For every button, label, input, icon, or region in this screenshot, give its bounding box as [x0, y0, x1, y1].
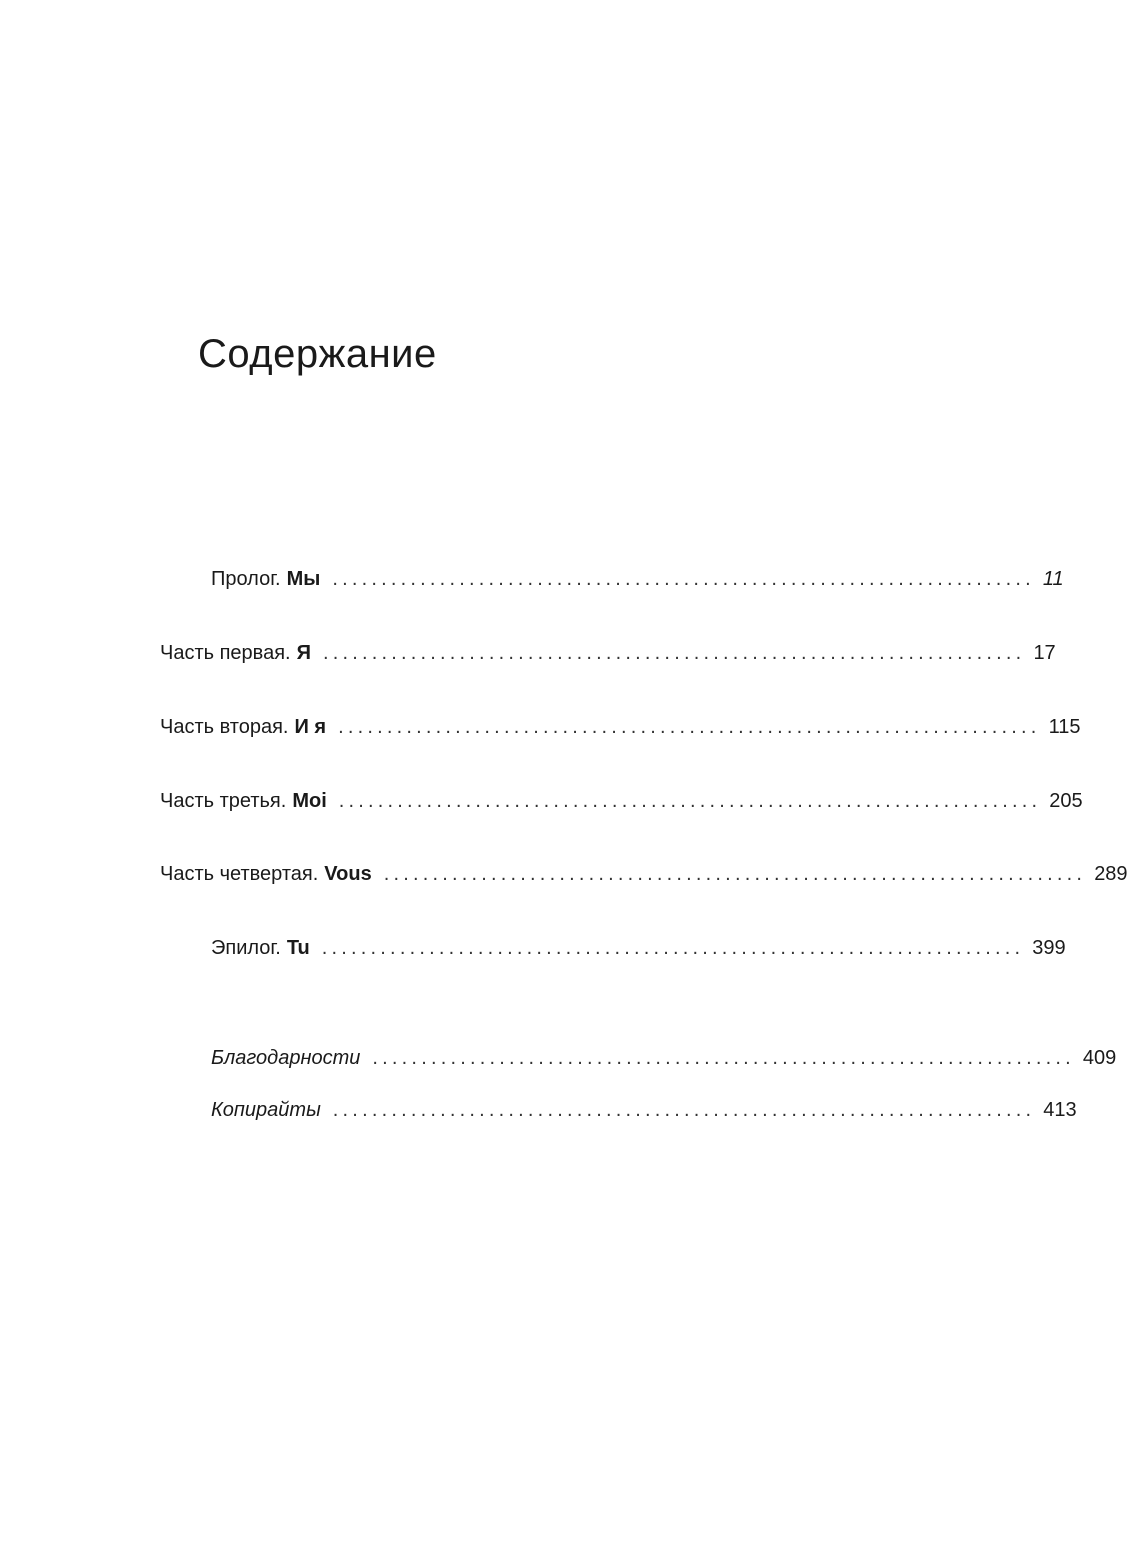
toc-entry-title: И я [294, 716, 327, 738]
toc-entry-prefix: Пролог. [211, 568, 281, 590]
dot-leader: ........................................................................ [332, 1099, 1036, 1121]
page-number: 11 [1042, 568, 1064, 590]
dot-leader: ........................................................................ [338, 790, 1042, 812]
dot-leader: ........................................................................ [332, 568, 1035, 590]
page-number: 205 [1049, 790, 1083, 812]
toc-entry-title: Благодарности [211, 1047, 361, 1069]
page-number: 413 [1043, 1099, 1077, 1121]
toc-entry-prefix: Часть третья. [160, 790, 287, 812]
toc-entry-prefix: Часть четвертая. [160, 863, 319, 885]
toc-entry-part-one[interactable] [160, 639, 1056, 667]
dot-leader: ........................................................................ [322, 642, 1026, 664]
toc-entry-prefix: Часть вторая. [160, 716, 289, 738]
toc-entry-title: Я [296, 642, 311, 664]
toc-entry-prefix: Часть первая. [160, 642, 291, 664]
page-number: 409 [1082, 1047, 1117, 1069]
page-number: 17 [1033, 642, 1056, 664]
dot-leader: ........................................................................ [372, 1047, 1075, 1069]
toc-entry-copyrights[interactable] [211, 1096, 1077, 1124]
dot-leader: ........................................................................ [321, 937, 1025, 959]
toc-entry-title: Мы [286, 568, 321, 590]
page-number: 289 [1094, 863, 1128, 885]
page-number: 399 [1032, 937, 1066, 959]
toc-entry-acknowledgements[interactable] [211, 1044, 1117, 1072]
toc-entry-part-three[interactable] [160, 787, 1083, 815]
toc-entry-title: Tu [286, 937, 310, 959]
page-number: 115 [1048, 716, 1081, 738]
toc-entry-title: Moi [292, 790, 327, 812]
dot-leader: ........................................................................ [338, 716, 1041, 738]
toc-entry-title: Vous [324, 863, 372, 885]
toc-entry-part-four[interactable] [160, 860, 1128, 888]
dot-leader: ........................................................................ [383, 863, 1087, 885]
toc-entry-prologue[interactable] [211, 565, 1064, 593]
toc-entry-title: Копирайты [211, 1099, 321, 1121]
toc-entry-part-two[interactable] [160, 713, 1081, 741]
page-title: Содержание [198, 332, 437, 376]
toc-entry-prefix: Эпилог. [211, 937, 281, 959]
toc-entry-epilogue[interactable] [211, 934, 1066, 962]
